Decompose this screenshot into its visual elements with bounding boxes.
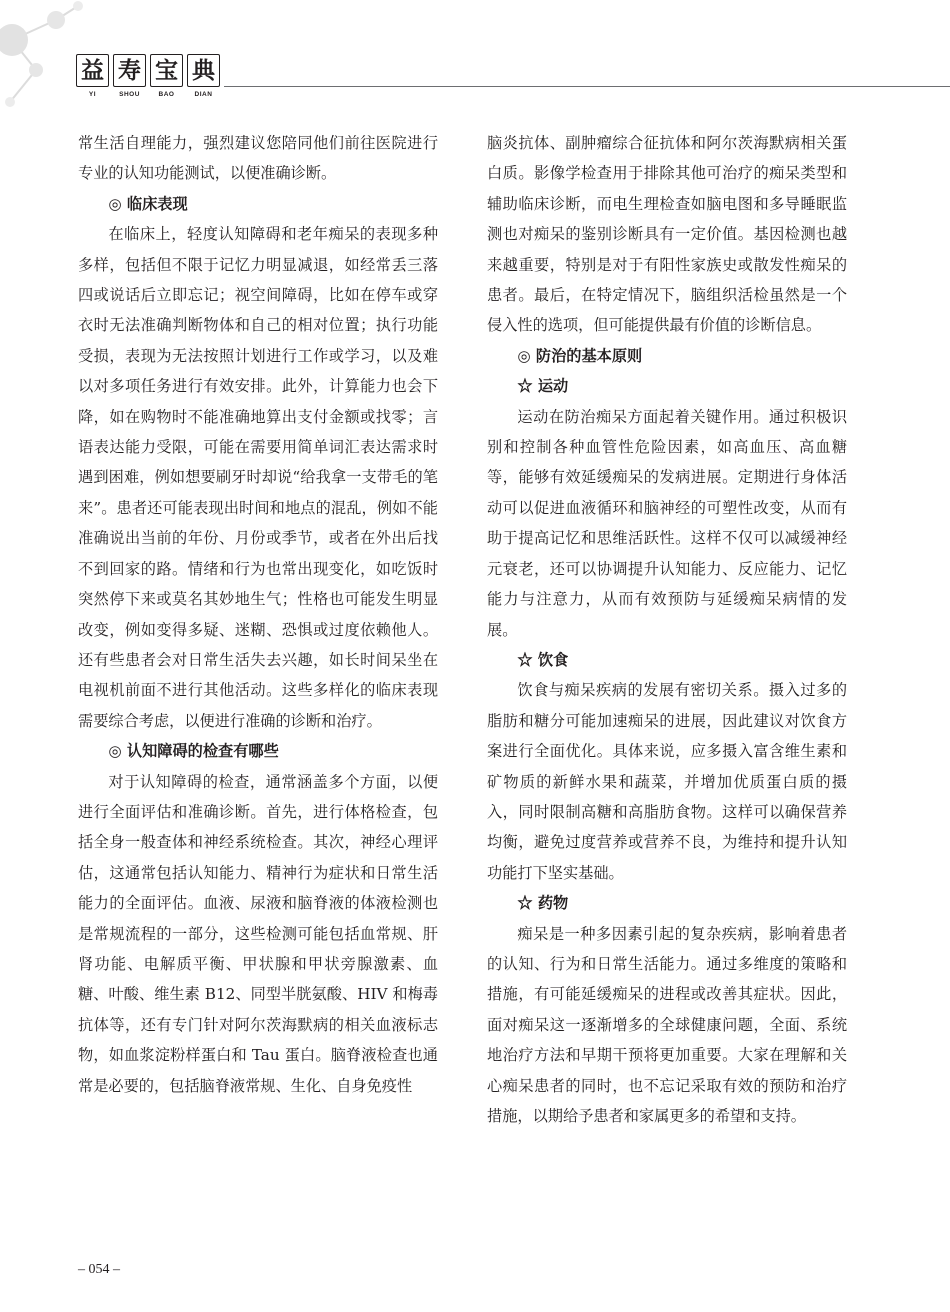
title-char: 寿 (113, 54, 146, 87)
continued-paragraph: 常生活自理能力，强烈建议您陪同他们前往医院进行专业的认知功能测试，以便准确诊断。 (78, 134, 438, 183)
pinyin-syllable: YI (88, 91, 97, 98)
book-header (76, 54, 220, 98)
section-heading-clinical: ◎ 临床表现 (108, 194, 188, 213)
continued-paragraph: 脑炎抗体、副肿瘤综合征抗体和阿尔茨海默病相关蛋白质。影像学检查用于排除其他可治疗的痴呆类型和辅助临床诊断，而电生理检查如脑电图和多导睡眠监测也对痴呆的鉴别诊断具有一定价值。基因检测也越来越重要，特别是对于有阳性家族史或散发性痴呆的患者。最后，在特定情况下，脑组织活检虽然是一个侵入性的选项，但可能提供最有价值的诊断信息。 (487, 134, 847, 335)
paragraph-diet: 饮食与痴呆疾病的发展有密切关系。摄入过多的脂肪和糖分可能加速痴呆的进展，因此建议对饮食方案进行全面优化。具体来说，应多摄入富含维生素和矿物质的新鲜水果和蔬菜，并增加优质蛋白质的摄入，同时限制高糖和高脂肪食物。这样可以确保营养均衡，避免过度营养或营养不良，为维持和提升认知功能打下坚实基础。 (487, 681, 847, 882)
section-heading-exam: ◎ 认知障碍的检查有哪些 (108, 742, 279, 761)
book-title-pinyin (76, 91, 220, 98)
subheading-drug: ☆ 药物 (517, 894, 569, 913)
left-column (78, 128, 438, 1101)
paragraph-exam: 对于认知障碍的检查，通常涵盖多个方面，以便进行全面评估和准确诊断。首先，进行体格检查，包括全身一般查体和神经系统检查。其次，神经心理评估，这通常包括认知能力、精神行为症状和日常生活能力的全面评估。血液、尿液和脑脊液的体液检测也是常规流程的一部分，这些检测可能包括血常规、肝肾功能、电解质平衡、甲状腺和甲状旁腺激素、血糖、叶酸、维生素 B12、同型半胱氨酸、HIV 和梅毒抗体等，还有专门针对阿尔茨海默病的相关血液标志物，如血浆淀粉样蛋白和 Tau 蛋白。脑脊液检查也通常是必要的，包括脑脊液常规、生化、自身免疫性 (78, 772, 438, 1095)
pinyin-syllable: SHOU (119, 91, 140, 98)
subheading-diet: ☆ 饮食 (517, 650, 569, 669)
title-char: 宝 (150, 54, 183, 87)
right-column (487, 128, 847, 1131)
header-rule (224, 86, 950, 87)
book-title (76, 54, 220, 87)
pinyin-syllable: BAO (158, 91, 175, 98)
subheading-exercise: ☆ 运动 (517, 377, 569, 396)
page-number: – 054 – (78, 1262, 120, 1277)
title-char: 典 (187, 54, 220, 87)
pinyin-syllable: DIAN (194, 91, 213, 98)
paragraph-exercise: 运动在防治痴呆方面起着关键作用。通过积极识别和控制各种血管性危险因素，如高血压、高血糖等，能够有效延缓痴呆的发病进展。定期进行身体活动可以促进血液循环和脑神经的可塑性改变，从而有助于提高记忆和思维活跃性。这样不仅可以减缓神经元衰老，还可以协调提升认知能力、反应能力、记忆能力与注意力，从而有效预防与延缓痴呆病情的发展。 (487, 407, 847, 639)
title-char: 益 (76, 54, 109, 87)
section-heading-prevention: ◎ 防治的基本原则 (517, 346, 643, 365)
paragraph-clinical: 在临床上，轻度认知障碍和老年痴呆的表现多种多样，包括但不限于记忆力明显减退，如经常丢三落四或说话后立即忘记；视空间障碍，比如在停车或穿衣时无法准确判断物体和自己的相对位置；执行功能受损，表现为无法按照计划进行工作或学习，以及难以对多项任务进行有效安排。此外，计算能力也会下降，如在购物时不能准确地算出支付金额或找零；言语表达能力受限，可能在需要用简单词汇表达需求时遇到困难，例如想要刷牙时却说“给我拿一支带毛的笔来”。患者还可能表现出时间和地点的混乱，例如不能准确说出当前的年份、月份或季节，或者在外出后找不到回家的路。情绪和行为也常出现变化，如吃饭时突然停下来或莫名其妙地生气；性格也可能发生明显改变，例如变得多疑、迷糊、恐惧或过度依赖他人。还有些患者会对日常生活失去兴趣，如长时间呆坐在电视机前面不进行其他活动。这些多样化的临床表现需要综合考虑，以便进行准确的诊断和治疗。 (78, 225, 438, 730)
paragraph-drug: 痴呆是一种多因素引起的复杂疾病，影响着患者的认知、行为和日常生活能力。通过多维度的策略和措施，有可能延缓痴呆的进程或改善其症状。因此，面对痴呆这一逐渐增多的全球健康问题，全面、系统地治疗方法和早期干预将更加重要。大家在理解和关心痴呆患者的同时，也不忘记采取有效的预防和治疗措施，以期给予患者和家属更多的希望和支持。 (487, 924, 847, 1125)
